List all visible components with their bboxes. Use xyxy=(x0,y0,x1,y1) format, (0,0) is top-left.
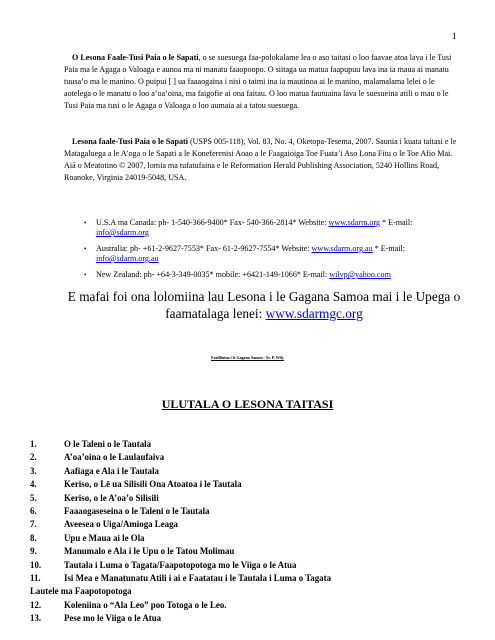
lesson-title-continued: Lautele ma Faapotopotoga xyxy=(30,586,132,597)
lesson-title: Aafiaga e Ala i le Tautala xyxy=(64,465,159,476)
email-link[interactable]: info@sdarm.org.au xyxy=(96,254,159,263)
lesson-title: Pese mo le Viiga o le Atua xyxy=(64,613,162,624)
list-item xyxy=(30,505,470,518)
contact-text: U.S.A ma Canada: ph- 1-540-366-9400* Fax- 540-366-2814* Website: xyxy=(96,218,329,227)
email-link[interactable]: info@sdarm.org xyxy=(96,228,149,237)
list-item xyxy=(30,559,470,572)
lesson-number: 10. xyxy=(30,559,42,570)
invite-text: E mafai foi ona lolomiina lau Lesona i le Gagana Samoa mai i le Upega o faamatalaga lenei: xyxy=(67,289,461,321)
lesson-title: Tautala i Luma o Tagata/Faapotopotoga mo le Viiga o le Atua xyxy=(64,559,297,570)
lesson-number: 3. xyxy=(30,465,37,476)
bullet-icon: • xyxy=(84,245,87,253)
lesson-title: O le Taleni o le Tautala xyxy=(64,439,152,449)
lesson-title: Faaaogaseseina o le Taleni o le Tautala xyxy=(64,506,210,517)
list-item xyxy=(30,612,470,625)
list-item xyxy=(30,532,470,545)
publication-paragraph xyxy=(64,136,462,184)
lesson-number: 4. xyxy=(30,479,37,490)
contact-text: * E-mail: xyxy=(372,244,406,253)
bullet-icon: • xyxy=(84,271,87,279)
lesson-title: Keriso, o Lē ua Silisili Ona Atoatoa i le Tautala xyxy=(64,479,242,490)
page-number: 1 xyxy=(452,31,457,41)
intro-paragraph xyxy=(64,52,462,112)
lesson-number: 1. xyxy=(30,439,37,449)
lesson-title: Aveesea o Uiga/Amioga Leaga xyxy=(64,519,178,530)
contact-text: * E-mail: xyxy=(380,218,413,227)
contact-text: Australia: ph- +61-2-9627-7553* Fax- 61-2-9627-7554* Website: xyxy=(96,244,312,253)
list-item xyxy=(30,478,470,491)
lesson-title: Isi Mea e Manatunatu Atili i ai e Faatatau i le Tautala i Luma o Tagata xyxy=(64,573,332,584)
website-link[interactable]: www.sdarm.org xyxy=(328,218,381,227)
translator-credit: Faaliliuina i le Gagana Samoa:- Sr. P. Wily xyxy=(211,355,284,360)
website-link[interactable]: www.sdarm.org.au xyxy=(311,244,373,253)
toc-title: ULUTALA O LESONA TAITASI xyxy=(161,397,334,411)
list-item xyxy=(30,599,470,612)
lesson-title: A’oa’oina o le Laulaufaiva xyxy=(64,452,165,463)
download-website-link[interactable]: www.sdarmgc.org xyxy=(265,306,363,321)
intro-heading: O Lesona Faale-Tusi Paia o le Sapati xyxy=(72,53,199,62)
lesson-title: Manumalo e Ala i le Upu o le Tatou Molimau xyxy=(64,546,235,557)
publication-heading: Lesona faale-Tusi Paia o le Sapati xyxy=(72,137,188,146)
lesson-number: 12. xyxy=(30,599,42,610)
lesson-number: 6. xyxy=(30,506,37,517)
download-invite xyxy=(64,288,464,322)
lesson-number: 7. xyxy=(30,519,37,530)
lesson-number: 5. xyxy=(30,492,37,503)
lesson-title: Upu e Maua ai le Ola xyxy=(64,532,145,543)
email-link[interactable]: wilvp@yahoo.com xyxy=(329,270,391,279)
list-item xyxy=(30,492,470,505)
list-item xyxy=(30,465,470,478)
lesson-number: 8. xyxy=(30,532,37,543)
contact-australia xyxy=(64,244,464,264)
lesson-number: 9. xyxy=(30,546,37,557)
lesson-number: 13. xyxy=(30,613,42,624)
list-item xyxy=(30,451,470,464)
lesson-title: Koleniina o “Ala Leo” poo Totoga o le Leo. xyxy=(64,599,227,610)
list-item xyxy=(30,438,470,451)
list-item xyxy=(30,545,470,558)
intro-text: , o se suesuega faa-polokalame lea o aso taitasi o loo faavae atoa lava i le Tusi Paia ma le Agaga o Valoaga e aunoa ma ni manatu faaopoopo. O siitaga ua matua faapupuu lava ina ia maua ai manatu tuusa’o ma le manino. O puipui [ ] ua faaaogaina i nisi o taimi ina ia mautinoa ai le manino, malamalama lelei o le aotelega o le manatu o loo a’oa’oina, ma faigofie ai ona faitau. O loo matua fautuaina lava le suesueina atili o mau o le Tusi Paia ma tusi o le Agaga o Valoaga o loo aumaia ai a tatou suesuega. xyxy=(64,53,452,110)
bullet-icon: • xyxy=(84,219,87,227)
lesson-number: 2. xyxy=(30,452,37,463)
contact-usa-canada xyxy=(64,218,464,238)
contact-list xyxy=(64,218,464,286)
list-item xyxy=(30,572,470,599)
lesson-number: 11. xyxy=(30,573,41,584)
list-item xyxy=(30,518,470,531)
contact-new-zealand xyxy=(64,270,464,280)
publication-text: (USPS 005-118), Vol. 83, No. 4, Oketopa-Tesema, 2007. Saunia i kuata taitasi e le Matagaluega a le A’oga o le Sapati a le Koneferenisi Aoao a le Faagaioiga Toe Fuata’i Aso Lona Fitu o le Toe Afio Mai. Aiā o Meatotino © 2007, lomia ma tufatufaina e le Reformation Herald Publishing Association, 5240 Hollins Road, Roanoke, Virginia 24019-5048, USA. xyxy=(64,137,457,182)
contact-text: New Zealand: ph- +64-3-349-0035* mobile: +6421-149-1066* E-mail: xyxy=(96,270,330,279)
lesson-title: Keriso, o le A’oa’o Silisili xyxy=(64,492,159,503)
lesson-title-list xyxy=(30,438,470,626)
